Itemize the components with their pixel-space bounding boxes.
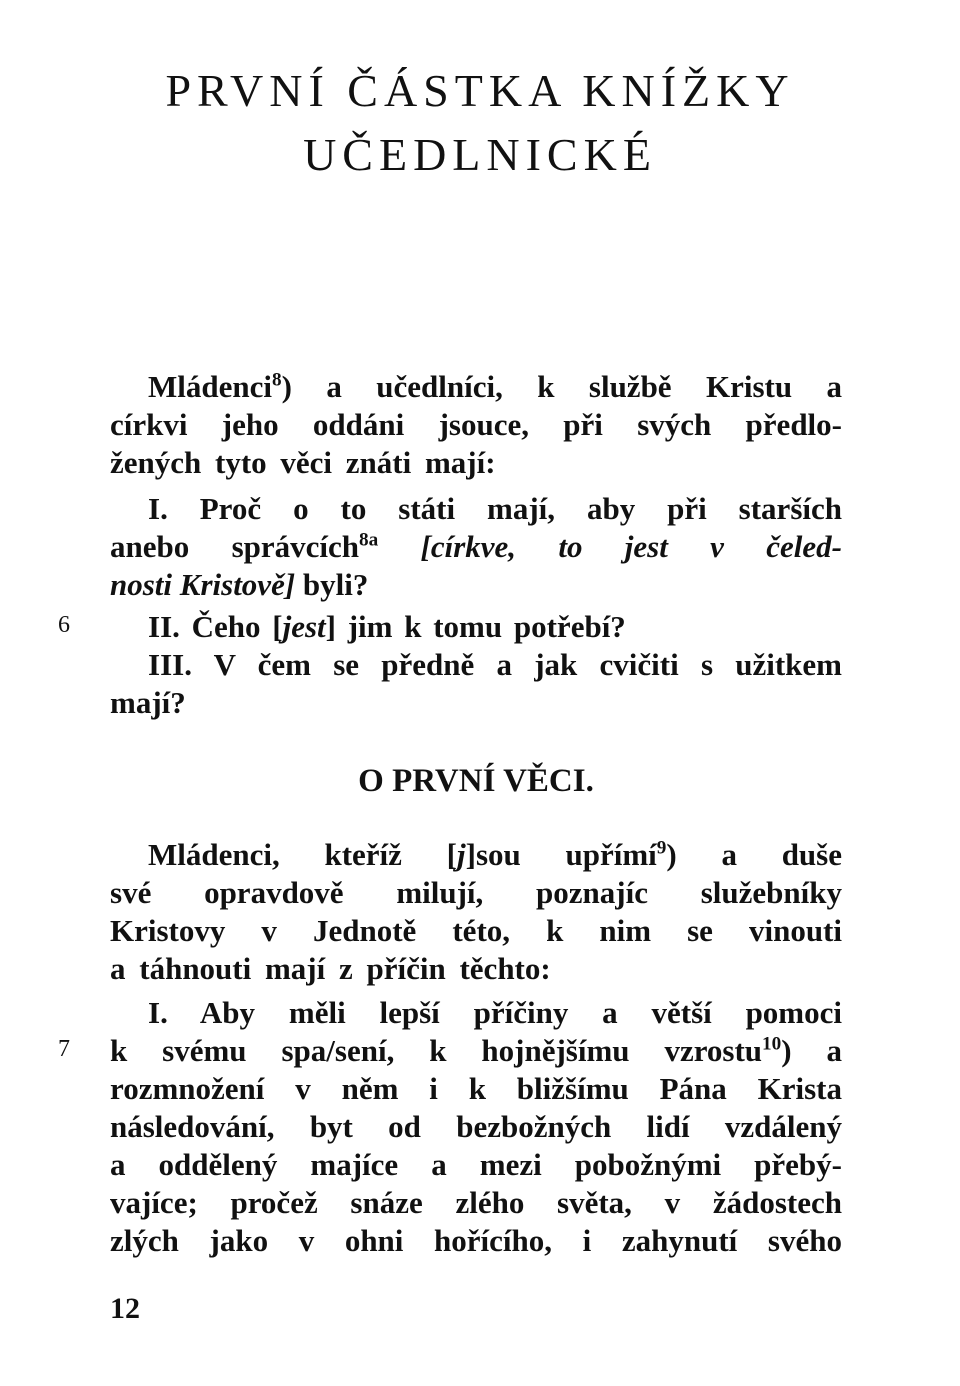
body-line-7: rozmnožení v něm i k bližšímu Pána Krista (110, 1071, 842, 1106)
footnote-ref-8: 8 (272, 369, 282, 391)
body-line-11: zlých jako v ohni hořícího, i zahynutí svého (110, 1223, 842, 1258)
page-number: 12 (110, 1292, 140, 1325)
body-line-4: a táhnouti mají z příčin těchto: (110, 951, 551, 986)
body-line-9: a oddělený majíce a mezi pobožnými přebý- (110, 1147, 842, 1182)
chapter-title-line-2: UČEDLNICKÉ (303, 129, 657, 180)
body-line-8: následování, byt od bezbožných lidí vzdálený (110, 1109, 842, 1144)
question-1-line-1: I. Proč o to státi mají, aby při starších (148, 491, 842, 526)
intro-line-1: Mládenci$^8$) a učedlníci, k službě Kristu a (148, 369, 842, 404)
intro-line-2: církvi jeho oddáni jsouce, při svých předlo- (110, 407, 842, 442)
intro-line-3: žených tyto věci znáti mají: (110, 445, 496, 480)
footnote-ref-10: 10 (762, 1033, 782, 1055)
body-line-6: k svému spa/sení, k hojnějšímu vzrostu$^{10}$) a (110, 1033, 842, 1068)
question-2: II. Čeho [jest] jim k tomu potřebí? (148, 609, 626, 644)
question-3-line-1: III. V čem se předně a jak cvičiti s užitkem (148, 647, 842, 682)
margin-number-7: 7 (58, 1036, 70, 1062)
body-line-5: I. Aby měli lepší příčiny a větší pomoci (148, 995, 842, 1030)
body-line-3: Kristovy v Jednotě této, k nim se vinouti (110, 913, 842, 948)
body-line-1: Mládenci, kteříž [j]sou upřímí$^9$) a duše (148, 837, 842, 872)
margin-number-6: 6 (58, 612, 70, 638)
chapter-title-line-1: PRVNÍ ČÁSTKA KNÍŽKY (165, 65, 795, 116)
question-1-line-3: nosti Kristově] byli? (110, 567, 369, 602)
body-line-10: vajíce; pročež snáze zlého světa, v žádostech (110, 1185, 842, 1220)
body-line-2: své opravdově milují, poznajíc služebníky (110, 875, 842, 910)
footnote-ref-9: 9 (656, 837, 667, 859)
question-1-line-2: anebo správcích$^{8a}$ [církve, to jest v čeled- (110, 529, 842, 564)
footnote-ref-8a: 8a (359, 529, 379, 551)
section-heading: O PRVNÍ VĚCI. (358, 763, 594, 799)
question-3-line-2: mají? (110, 685, 186, 720)
